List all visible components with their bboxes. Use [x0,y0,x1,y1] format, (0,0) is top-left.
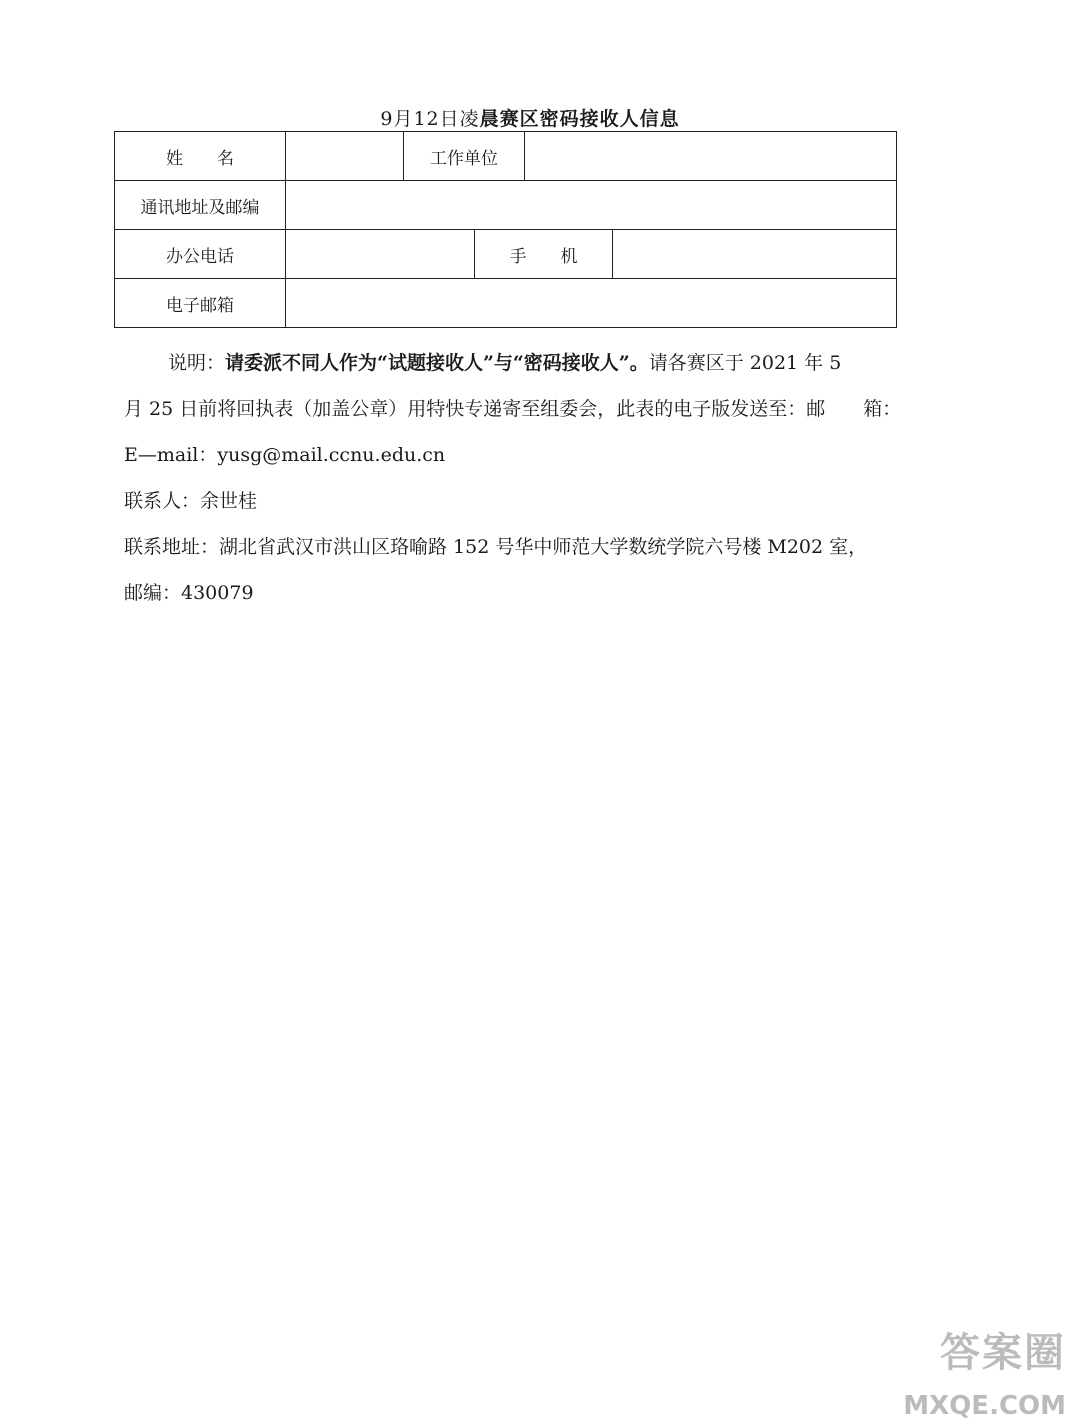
contact-line: 联系人：余世桂 [124,490,258,512]
mobile-field[interactable] [613,230,897,279]
notes-prefix: 说明： [168,352,226,374]
title-part-1: 9月12日凌 [380,108,480,130]
notes-line-2: 月 25 日前将回执表（加盖公章）用特快专递寄至组委会，此表的电子版发送至：邮 箱： [124,398,902,420]
name-field[interactable] [286,132,404,181]
office-phone-label: 办公电话 [115,230,286,279]
notes-section [124,340,964,616]
office-phone-field[interactable] [286,230,475,279]
document-title [0,104,1060,131]
table-row-email [115,279,897,328]
address-label: 通讯地址及邮编 [115,181,286,230]
receiver-info-table [114,131,897,328]
email-field[interactable] [286,279,897,328]
table-row-name [115,132,897,181]
name-label: 姓 名 [115,132,286,181]
email-line: E—mail：yusg@mail.ccnu.edu.cn [124,444,446,466]
address-line-2: 邮编：430079 [124,582,254,604]
watermark-url: MXQE.COM [903,1391,1066,1421]
notes-bold-text: 请委派不同人作为“试题接收人”与“密码接收人”。 [225,352,649,374]
table-row-address [115,181,897,230]
email-label: 电子邮箱 [115,279,286,328]
address-line-1: 联系地址：湖北省武汉市洪山区珞喻路 152 号华中师范大学数统学院六号楼 M202 室， [124,536,868,558]
table-row-phone [115,230,897,279]
title-part-2: 晨赛区密码接收人信息 [479,108,680,130]
work-unit-field[interactable] [525,132,897,181]
mobile-label: 手 机 [475,230,613,279]
work-unit-label: 工作单位 [404,132,525,181]
notes-line-1-rest: 请各赛区于 2021 年 5 [648,352,842,374]
notes-line-1 [124,340,964,386]
site-watermark [866,1321,1066,1421]
watermark-logo-text: 答案圈 [940,1330,1066,1376]
address-field[interactable] [286,181,897,230]
